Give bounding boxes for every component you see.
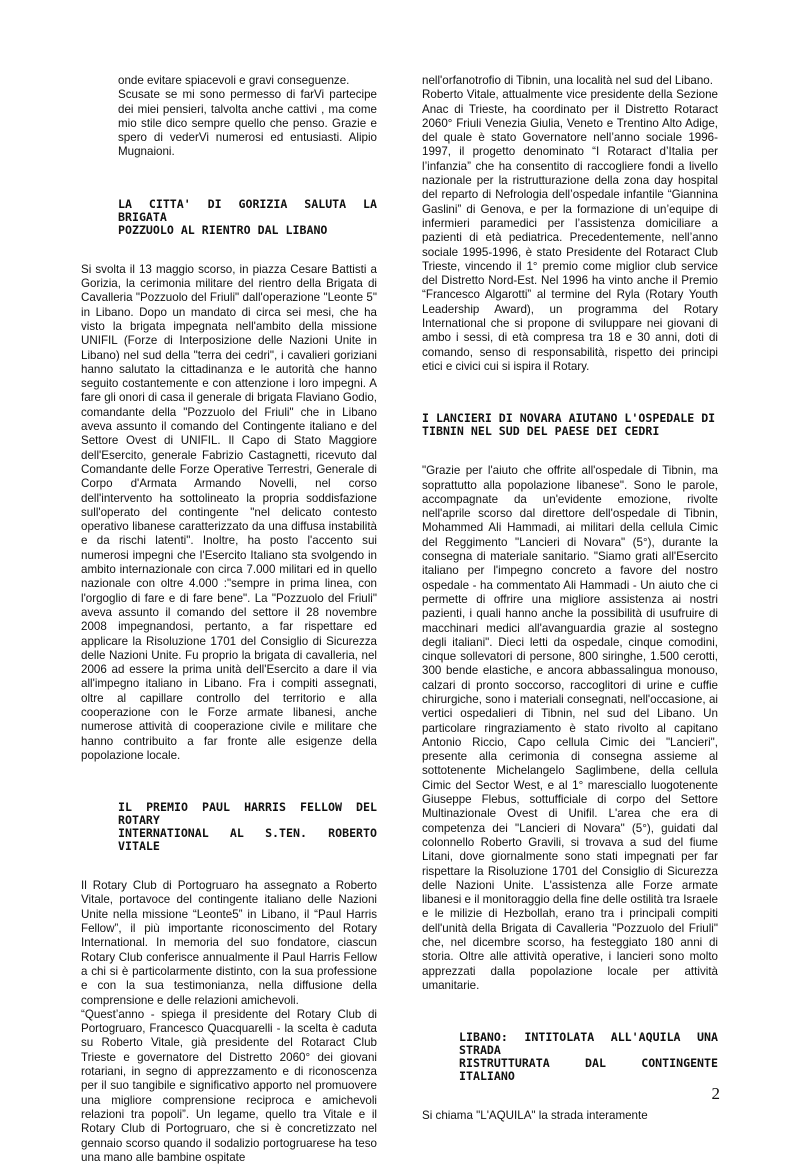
article-title-line: RISTRUTTURATA DAL CONTINGENTE ITALIANO (459, 1056, 718, 1084)
intro-paragraph: onde evitare spiacevoli e gravi conseguenze. (118, 74, 350, 87)
intro-paragraph: Scusate se mi sono permesso di farVi partecipe dei miei pensieri, talvolta anche cattivi , ma come mio stile dico sempre quello che penso. Grazie e spero di vederVi numerosi ed entusiasti. Alipio Mugnaioni. (118, 88, 377, 159)
article-title-line: TIBNIN NEL SUD DEL PAESE DEI CEDRI (422, 424, 660, 439)
right-column (422, 74, 718, 1124)
article-title-line: INTERNATIONAL AL S.TEN. ROBERTO VITALE (118, 826, 377, 854)
article-title-line: IL PREMIO PAUL HARRIS FELLOW DEL ROTARY (118, 800, 377, 828)
left-column (81, 74, 377, 1165)
article-title-line: LIBANO: INTITOLATA ALL'AQUILA UNA STRADA (459, 1030, 718, 1058)
article-body-paul-harris: “Quest’anno - spiega il presidente del Rotary Club di Portogruaro, Francesco Quacquarelli - la scelta è caduta su Roberto Vitale, già presidente del Rotaract Club Trieste e governatore del Distretto 2060° dei giovani rotariani, in segno di apprezzamento e di riconoscenza per il suo tangibile e significativo apporto nel promuovere una migliore comprensione reciproca e amichevoli relazioni tra popoli”. Un legame, quello tra Vitale e il Rotary Club di Portogruaro, che si è concretizzato nel gennaio scorso quando il sodalizio portogruarese ha teso una mano alle bambine ospitate (81, 1007, 377, 1164)
page-number: 2 (711, 1084, 720, 1103)
article-title-aquila (422, 1031, 718, 1083)
article-title-lancieri (422, 412, 718, 438)
article-title-line: I LANCIERI DI NOVARA AIUTANO L'OSPEDALE DI (422, 411, 716, 426)
article-title-gorizia (81, 198, 377, 237)
article-body-lancieri: "Grazie per l'aiuto che offrite all'ospedale di Tibnin, ma soprattutto alla popolazione libanese". Sono le parole, accompagnate da un'evidente emozione, rivolte nell'aprile scorso dal direttore dell'ospedale di Tibnin, Mohammed Ali Hammadi, ai militari della cellula Cimic del Reggimento "Lancieri di Novara" (5°), durante la consegna di materiale sanitario. "Siamo grati all'Esercito italiano per l'impegno concreto a favore del nostro ospedale - ha commentato Ali Hammadi - Un aiuto che ci permette di offrire una migliore assistenza ai nostri pazienti, i quali hanno anche la possibilità di usufruire di macchinari medici all'avanguardia grazie al sostegno degli italiani". Dieci letti da ospedale, cinque comodini, cinque sollevatori di persone, 800 siringhe, 1.500 cerotti, 300 bende elastiche, e ancora abbassalingua monouso, calzari di pronto soccorso, raccoglitori di urine e cuffie chirurgiche, sono i materiali consegnati, nell'occasione, ai vertici ospedalieri di Tibnin, nel sud del Libano. Un particolare ringraziamento è stato rivolto al capitano Antonio Riccio, Capo cellula Cimic dei "Lancieri", presente alla cerimonia di consegna assieme al sottotenente Michelangelo Saglimbene, della cellula Cimic del Sector West, e al 1° maresciallo luogotenente Giuseppe Flebus, sottufficiale di corpo del Settore Multinazionale Ovest di Unifil. L'area che era di competenza dei "Lancieri di Novara" (5°), guidati dal colonnello Roberto Gravili, si trovava a sud del fiume Litani, dove giornalmente sono stati impegnati per far rispettare la Risoluzione 1701 del Consiglio di Sicurezza delle Nazioni Unite. L'assistenza alle Forze armate libanesi e il monitoraggio della fine delle ostilità tra Israele e le milizie di Hezbollah, erano tra i principali compiti dell'unità della Brigata di Cavalleria "Pozzuolo del Friuli" che, nel dicembre scorso, ha festeggiato 180 anni di storia. Oltre alle attività operative, i lancieri sono molto apprezzati dalla popolazione locale per attività umanitarie. (422, 464, 718, 992)
continuation-paragraph: Roberto Vitale, attualmente vice presidente della Sezione Anac di Trieste, ha coordinato per il Distretto Rotaract 2060° Friuli Venezia Giulia, Veneto e Trentino Alto Adige, del quale è stato Governatore nell’anno sociale 1996-1997, il progetto denominato “I Rotaract d’Italia per l’infanzia” che ha consentito di raccogliere fondi a livello nazionale per la ristrutturazione della zona day hospital del reparto di Nefrologia dell’ospedale infantile “Giannina Gaslini” di Genova, e per la formazione di un’equipe di infermieri paramedici per l’assistenza domiciliare a pazienti di età pediatrica. Precedentemente, nell’anno sociale 1995-1996, è stato Presidente del Rotaract Club Trieste, vincendo il 1° premio come miglior club service del Distretto Nord-Est. Nel 1996 ha vinto anche il Premio “Francesco Algarotti” al termine del Ryla (Rotary Youth Leadership Award), un programma del Rotary International che si propone di sviluppare nei giovani di ambo i sessi, di età compresa tra 18 e 30 anni, doti di comando, senso di responsabilità, rispetto dei principi etici e civici cui si ispira il Rotary. (422, 88, 718, 373)
article-title-line: POZZUOLO AL RIENTRO DAL LIBANO (118, 222, 328, 237)
article-title-paul-harris (81, 801, 377, 853)
intro-block (81, 74, 377, 160)
continuation-paragraph: nell'orfanotrofio di Tibnin, una località nel sud del Libano. (422, 74, 713, 87)
article-body-aquila: Si chiama "L'AQUILA" la strada interamente (422, 1109, 648, 1123)
article-body-gorizia: Si svolta il 13 maggio scorso, in piazza Cesare Battisti a Gorizia, la cerimonia militare del rientro della Brigata di Cavalleria "Pozzuolo del Friuli" dall'operazione "Leonte 5" in Libano. Dopo un mandato di circa sei mesi, che ha visto la brigata impegnata nell'ambito della missione UNIFIL (Forze di Interposizione delle Nazioni Unite in Libano) nel sud della "terra dei cedri", i cavalieri goriziani hanno salutato la cittadinanza e le autorità che hanno seguito costantemente e con attenzione i loro impegni. A fare gli onori di casa il generale di brigata Flaviano Godio, comandante della "Pozzuolo del Friuli" che in Libano aveva assunto il comando del Contingente italiano e del Settore Ovest di UNIFIL. Il Capo di Stato Maggiore dell'Esercito, generale Fabrizio Castagnetti, ricevuto dal Comandante delle Forze Operative Terrestri, Generale di Corpo d'Armata Armando Novelli, nel corso dell'intervento ha sottolineato la propria soddisfazione sull'operato del contingente "nel delicato contesto operativo libanese caratterizzato da una diffusa instabilità e da rischi latenti". Inoltre, ha posto l'accento sui numerosi impegni che l'Esercito Italiano sta svolgendo in ambito internazionale con circa 7.000 militari ed in quello nazionale con oltre 4.000 :"sempre in prima linea, con l'orgoglio di fare e di fare bene". La "Pozzuolo del Friuli" aveva assunto il comando del settore il 28 novembre 2008 impegnandosi, pertanto, a far rispettare ed applicare la Risoluzione 1701 del Consiglio di Sicurezza delle Nazioni Unite. Fu proprio la brigata di cavalleria, nel 2006 ad essere la prima unità dell'Esercito a dare il via all'impegno italiano in Libano. Fra i compiti assegnati, oltre al capillare controllo del territorio e alla cooperazione con le Forze armate libanesi, anche numerose attività di cooperazione civile e militare che hanno contribuito a far fronte alle esigenze della popolazione locale. (81, 262, 377, 762)
article-body-paul-harris: Il Rotary Club di Portogruaro ha assegnato a Roberto Vitale, portavoce del contingente italiano delle Nazioni Unite nella missione “Leonte5” in Libano, il “Paul Harris Fellow”, il più importante riconoscimento del Rotary International. In memoria del suo fondatore, ciascun Rotary Club conferisce annualmente il Paul Harris Fellow a chi si è particolarmente distinto, con la sua professione e con la sua testimonianza, nella diffusione della comprensione e delle relazioni amichevoli. (81, 879, 377, 1007)
article-title-line: LA CITTA' DI GORIZIA SALUTA LA BRIGATA (118, 196, 377, 224)
